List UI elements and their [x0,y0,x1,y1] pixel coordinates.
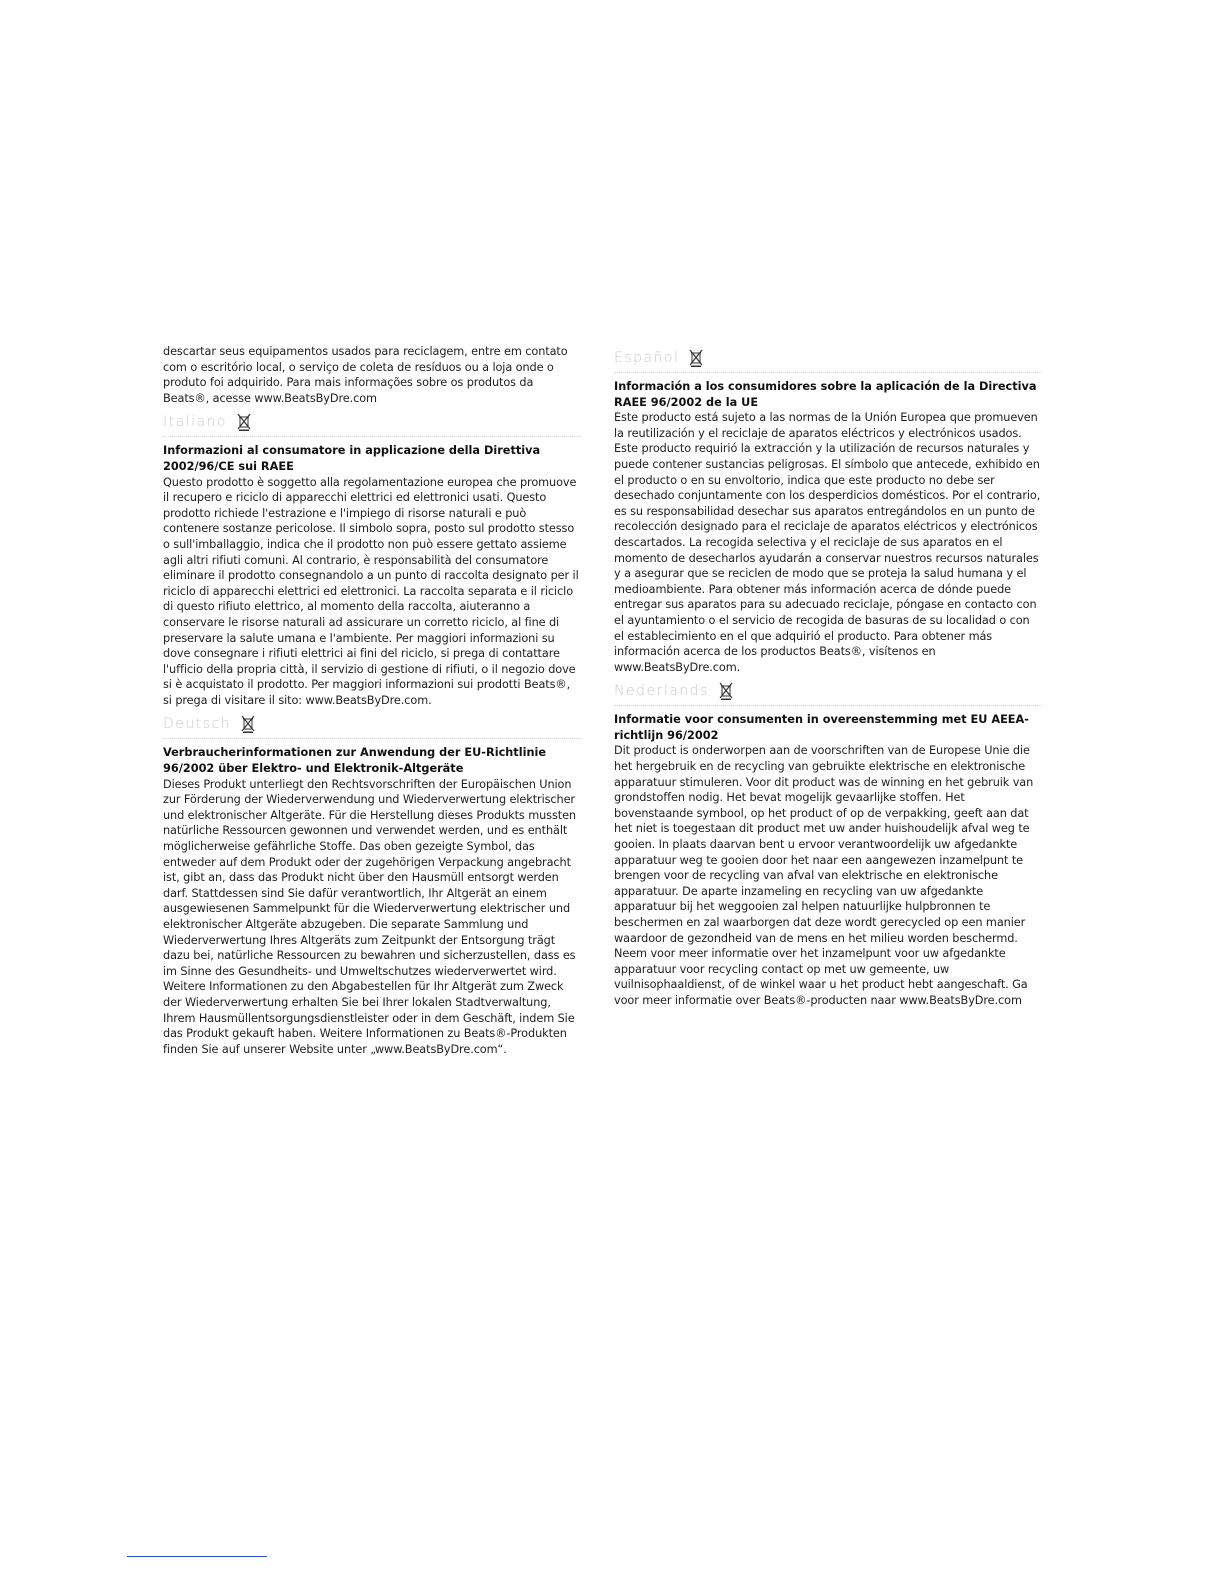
weee-bin-icon [719,682,733,700]
language-label: Nederlands [614,683,709,700]
deutsch-section-header [163,710,581,739]
italiano-section-header [163,408,581,437]
espanol-heading: Información a los consumidores sobre la aplicación de la Directiva RAEE 96/2002 de la UE [614,380,1037,409]
right-column [614,344,1042,1009]
nederlands-section-header [614,677,1042,706]
nederlands-body: Dit product is onderworpen aan de voorschriften van de Europese Unie die het hergebruik en de recycling van gebruikte elektrische en elektronische apparatuur stimuleren. Voor dit product was de winning en het gebruik van grondstoffen nodig. Het bevat mogelijk gevaarlijke stoffen. Het bovenstaande symbool, op het product of op de verpakking, geeft aan dat het niet is toegestaan dit product met uw ander huishoudelijk afval weg te gooien. In plaats daarvan bent u ervoor verantwoordelijk uw afgedankte apparatuur weg te gooien door het naar een aangewezen inzamelpunt te brengen voor de recycling van afval van elektrische en elektronische apparatuur. De aparte inzameling en recycling van uw afgedankte apparatuur bij het weggooien zal helpen natuurlijke hulpbronnen te beschermen en zal waarborgen dat deze wordt gerecycled op een manier waardoor de gezondheid van de mens en het milieu worden beschermd. Neem voor meer informatie over het inzamelpunt voor uw afgedankte apparatuur voor recycling contact op met uw gemeente, uw vuilnisophaaldienst, of de winkel waar u het product hebt aangeschaft. Ga voor meer informatie over Beats®-producten naar www.BeatsByDre.com [614,744,1034,1007]
italiano-heading: Informazioni al consumatore in applicazione della Direttiva 2002/96/CE sui RAEE [163,444,541,473]
espanol-section-header [614,344,1042,373]
portuguese-continuation-text: descartar seus equipamentos usados para reciclagem, entre em contato com o escritório local, o serviço de coleta de resíduos ou a loja onde o produto foi adquirido. Para mais informações sobre os produtos da Beats®, acesse www.BeatsByDre.com [163,345,568,405]
language-label: Deutsch [163,716,232,733]
left-column [163,344,581,1057]
language-label: Español [614,350,680,366]
espanol-body: Este producto está sujeto a las normas de la Unión Europea que promueven la reutilización y el reciclaje de aparatos eléctricos y electrónicos usados. Este producto requirió la extracción y la utilización de recursos naturales y puede contener sustancias peligrosas. El símbolo que antecede, exhibido en el producto o en su envoltorio, indica que este producto no debe ser desechado conjuntamente con los desperdicios domésticos. Por el contrario, es su responsabilidad desechar sus aparatos entregándolos en un punto de recolección designado para el reciclaje de aparatos eléctricos y electrónicos descartados. La recogida selectiva y el reciclaje de sus aparatos en el momento de desecharlos ayudarán a conservar nuestros recursos naturales y a asegurar que se reciclen de modo que se proteja la salud humana y el medioambiente. Para obtener más información acerca de dónde puede entregar sus aparatos para su adecuado reciclaje, póngase en contacto con el ayuntamiento o el servicio de recogida de basuras de su localidad o con el establecimiento en el que adquirió el producto. Para obtener más información acerca de los productos Beats®, visítenos en www.BeatsByDre.com. [614,411,1041,674]
deutsch-heading: Verbraucherinformationen zur Anwendung der EU-Richtlinie 96/2002 über Elektro- und Elektronik-Altgeräte [163,746,547,776]
weee-bin-icon [689,349,703,367]
weee-bin-icon [241,715,255,733]
italiano-body: Questo prodotto è soggetto alla regolamentazione europea che promuove il recupero e riciclo di apparecchi elettrici ed elettronici usati. Questo prodotto richiede l'estrazione e l'impiego di risorse naturali e può contenere sostanze pericolose. Il simbolo sopra, posto sul prodotto stesso o sull'imballaggio, indica che il prodotto non può essere gettato assieme agli altri rifiuti comuni. Al contrario, è responsabilità del consumatore eliminare il prodotto consegnandolo a un punto di raccolta designato per il riciclo di apparecchi elettrici ed elettronici. La raccolta separata e il riciclo di questo rifiuto elettrico, al momento della raccolta, aiuteranno a conservare le risorse naturali ad assicurare un corretto riciclo, al fine di preservare la salute umana e l'ambiente. Per maggiori informazioni su dove consegnare i rifiuti elettrici ai fini del riciclo, si prega di contattare l'ufficio della propria città, il servizio di gestione di rifiuti, o il negozio dove si è acquistato il prodotto. Per maggiori informazioni sui prodotti Beats®, si prega di visitare il sito: www.BeatsByDre.com. [163,475,579,707]
deutsch-body: Dieses Produkt unterliegt den Rechtsvorschriften der Europäischen Union zur Förderung der Wiederverwendung und Wiederverwertung elektrischer und elektronischer Altgeräte. Für die Herstellung dieses Produkts mussten natürliche Ressourcen gewonnen und verwendet werden, und es enthält möglicherweise gefährliche Stoffe. Das oben gezeigte Symbol, das entweder auf dem Produkt oder der zugehörigen Verpackung angebracht ist, gibt an, dass das Produkt nicht über den Hausmüll entsorgt werden darf. Stattdessen sind Sie dafür verantwortlich, Ihr Altgerät an einem ausgewiesenen Sammelpunkt für die Wiederverwertung elektrischer und elektronischer Altgeräte abzugeben. Die separate Sammlung und Wiederverwertung Ihres Altgeräts zum Zeitpunkt der Entsorgung trägt dazu bei, natürliche Ressourcen zu bewahren und sicherzustellen, dass es im Sinne des Gesundheits- und Umweltschutzes wiederverwertet wird. Weitere Informationen zu den Abgabestellen für Ihr Altgerät zum Zweck der Wiederverwertung erhalten Sie bei Ihrer lokalen Stadtverwaltung, Ihrem Hausmüllentsorgungsdienstleister oder in dem Geschäft, indem Sie das Produkt gekauft haben. Weitere Informationen zu Beats®-Produkten finden Sie auf unserer Website unter „www.BeatsByDre.com“. [163,777,576,1056]
footer-rule [127,1556,267,1557]
language-label: Italiano [163,414,227,431]
weee-bin-icon [237,413,251,431]
nederlands-heading: Informatie voor consumenten in overeenstemming met EU AEEA-richtlijn 96/2002 [614,713,1029,742]
